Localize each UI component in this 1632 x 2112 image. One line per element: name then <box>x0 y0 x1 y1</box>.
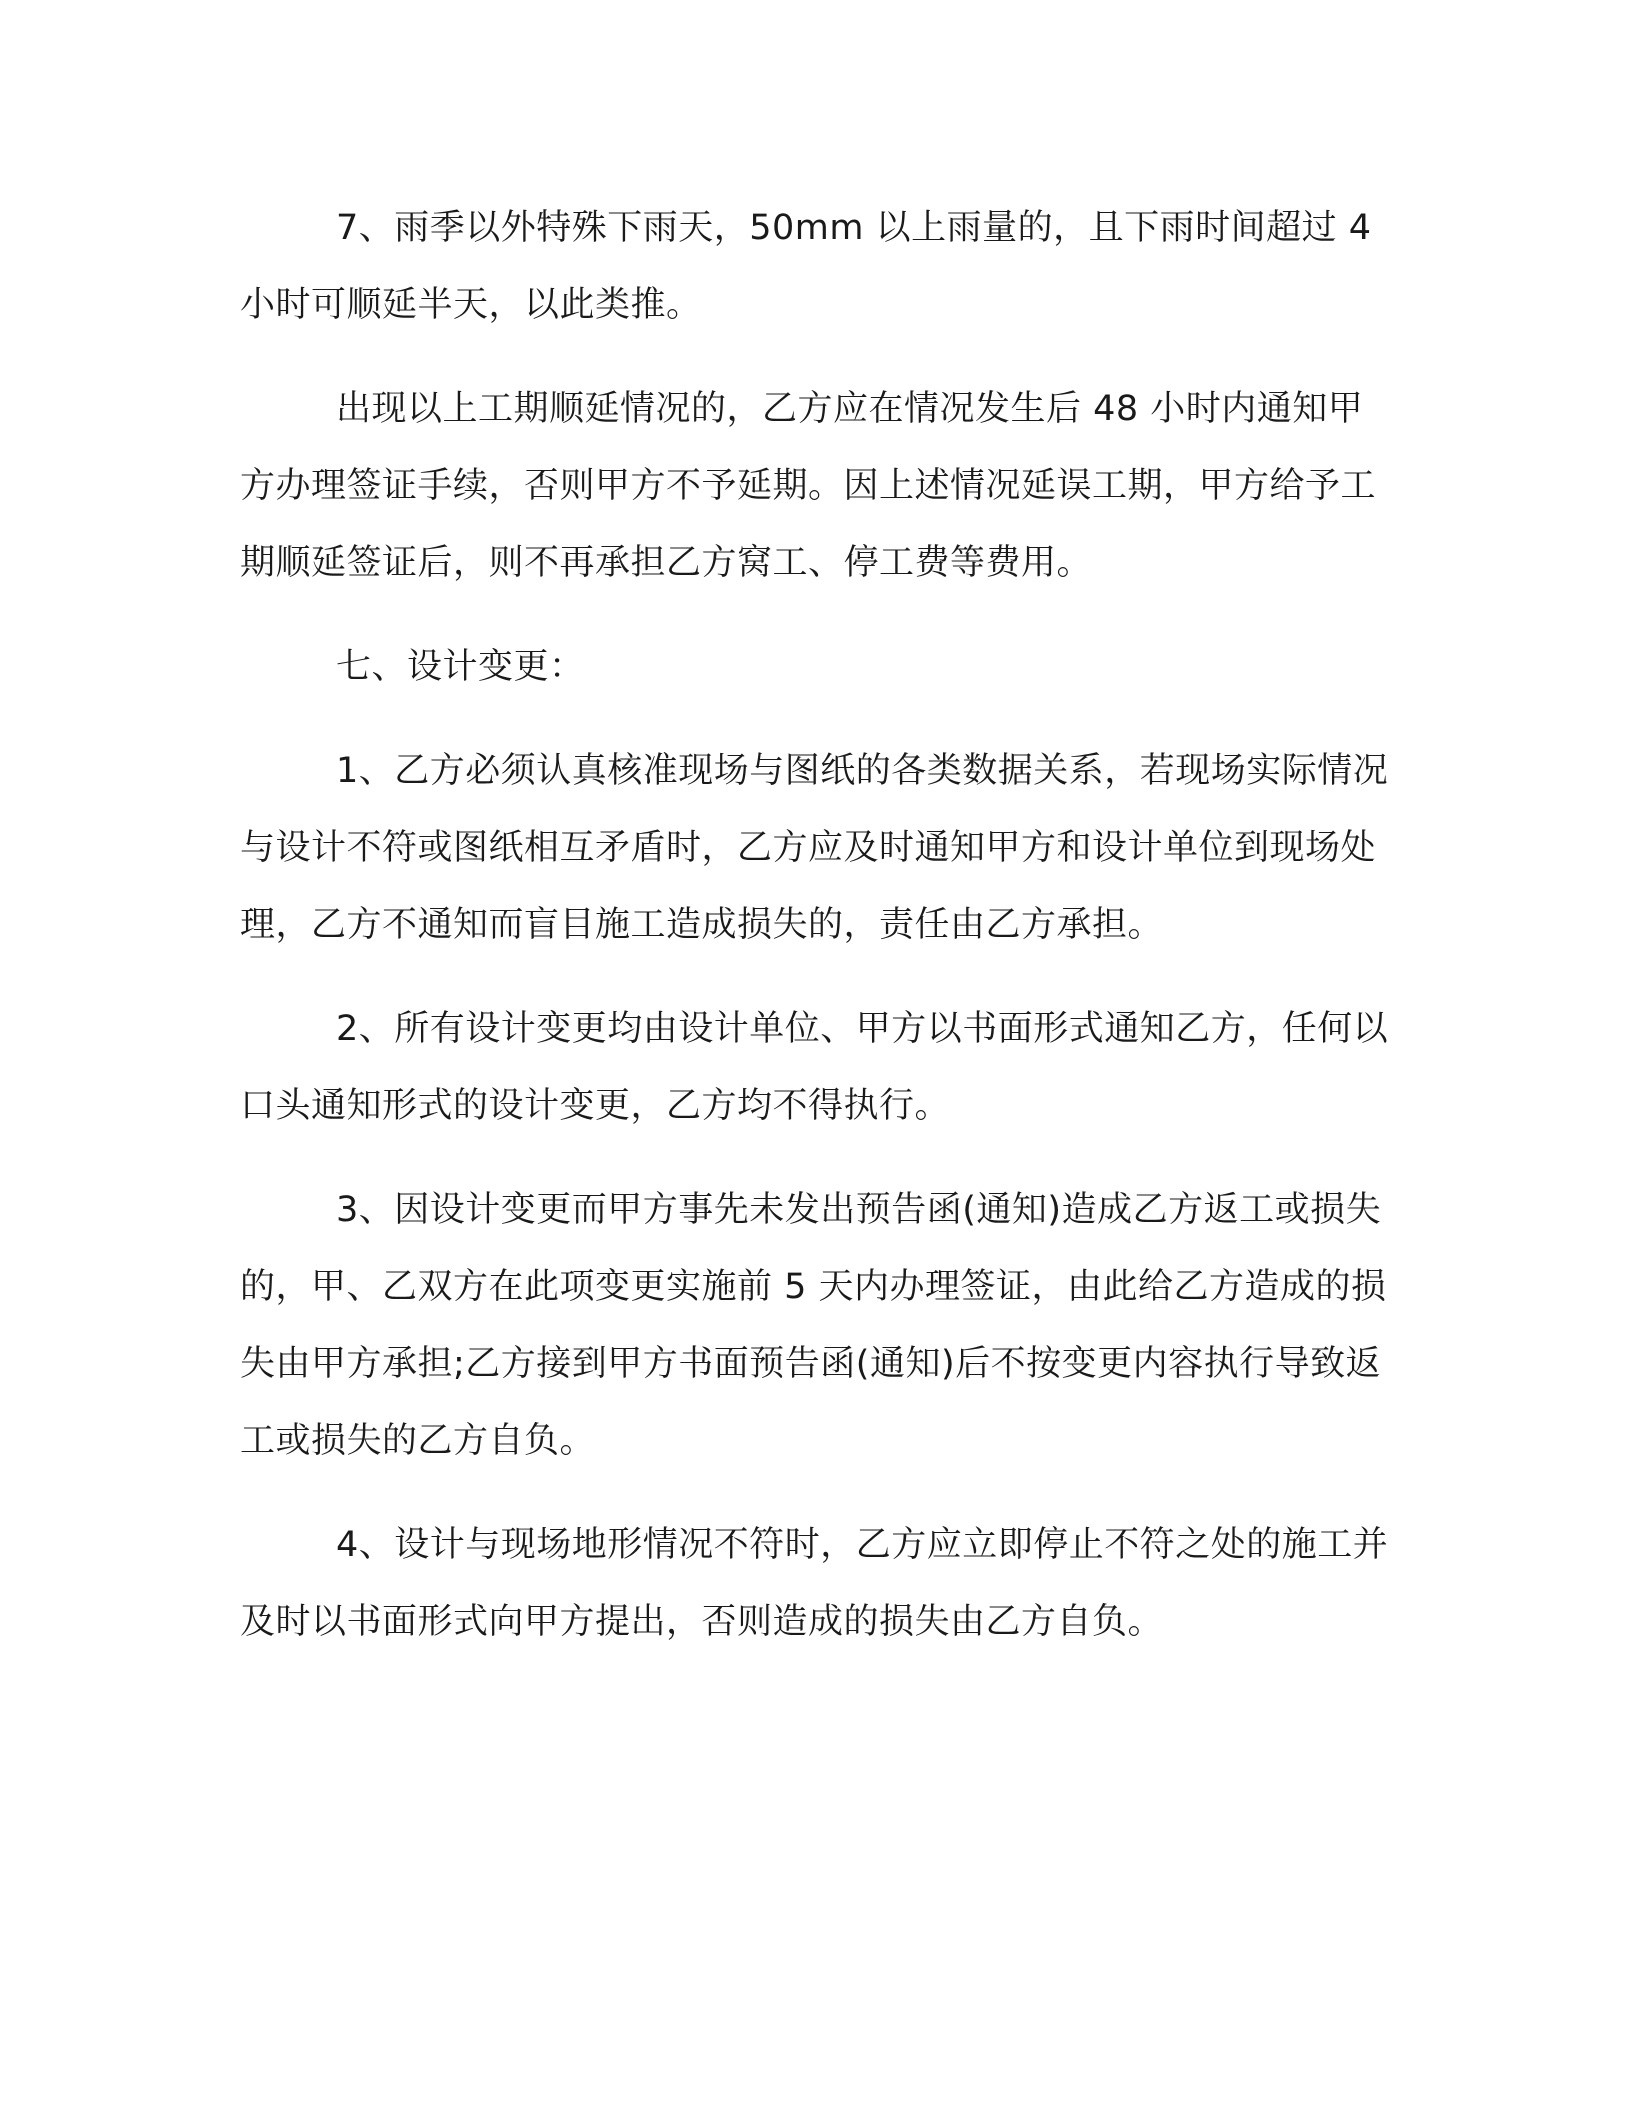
design-change-clause-4: 4、设计与现场地形情况不符时，乙方应立即停止不符之处的施工并及时以书面形式向甲方提出，否则造成的损失由乙方自负。 <box>240 1525 1389 1642</box>
design-change-clause-1: 1、乙方必须认真核准现场与图纸的各类数据关系，若现场实际情况与设计不符或图纸相互矛盾时，乙方应及时通知甲方和设计单位到现场处理，乙方不通知而盲目施工造成损失的，责任由乙方承担。 <box>240 751 1389 945</box>
document-body <box>240 190 1390 1688</box>
delay-notification-paragraph: 出现以上工期顺延情况的，乙方应在情况发生后 48 小时内通知甲方办理签证手续，否则甲方不予延期。因上述情况延误工期，甲方给予工期顺延签证后，则不再承担乙方窝工、停工费等费用。 <box>240 389 1377 583</box>
design-change-clause-3: 3、因设计变更而甲方事先未发出预告函(通知)造成乙方返工或损失的，甲、乙双方在此项变更实施前 5 天内办理签证，由此给乙方造成的损失由甲方承担;乙方接到甲方书面预告函(通知)后不按变更内容执行导致返工或损失的乙方自负。 <box>240 1190 1387 1461</box>
design-change-clause-2: 2、所有设计变更均由设计单位、甲方以书面形式通知乙方，任何以口头通知形式的设计变更，乙方均不得执行。 <box>240 1009 1389 1126</box>
clause-7-rain-delay: 7、雨季以外特殊下雨天，50mm 以上雨量的，且下雨时间超过 4 小时可顺延半天，以此类推。 <box>240 208 1372 325</box>
section-heading-design-change: 七、设计变更： <box>336 647 585 687</box>
